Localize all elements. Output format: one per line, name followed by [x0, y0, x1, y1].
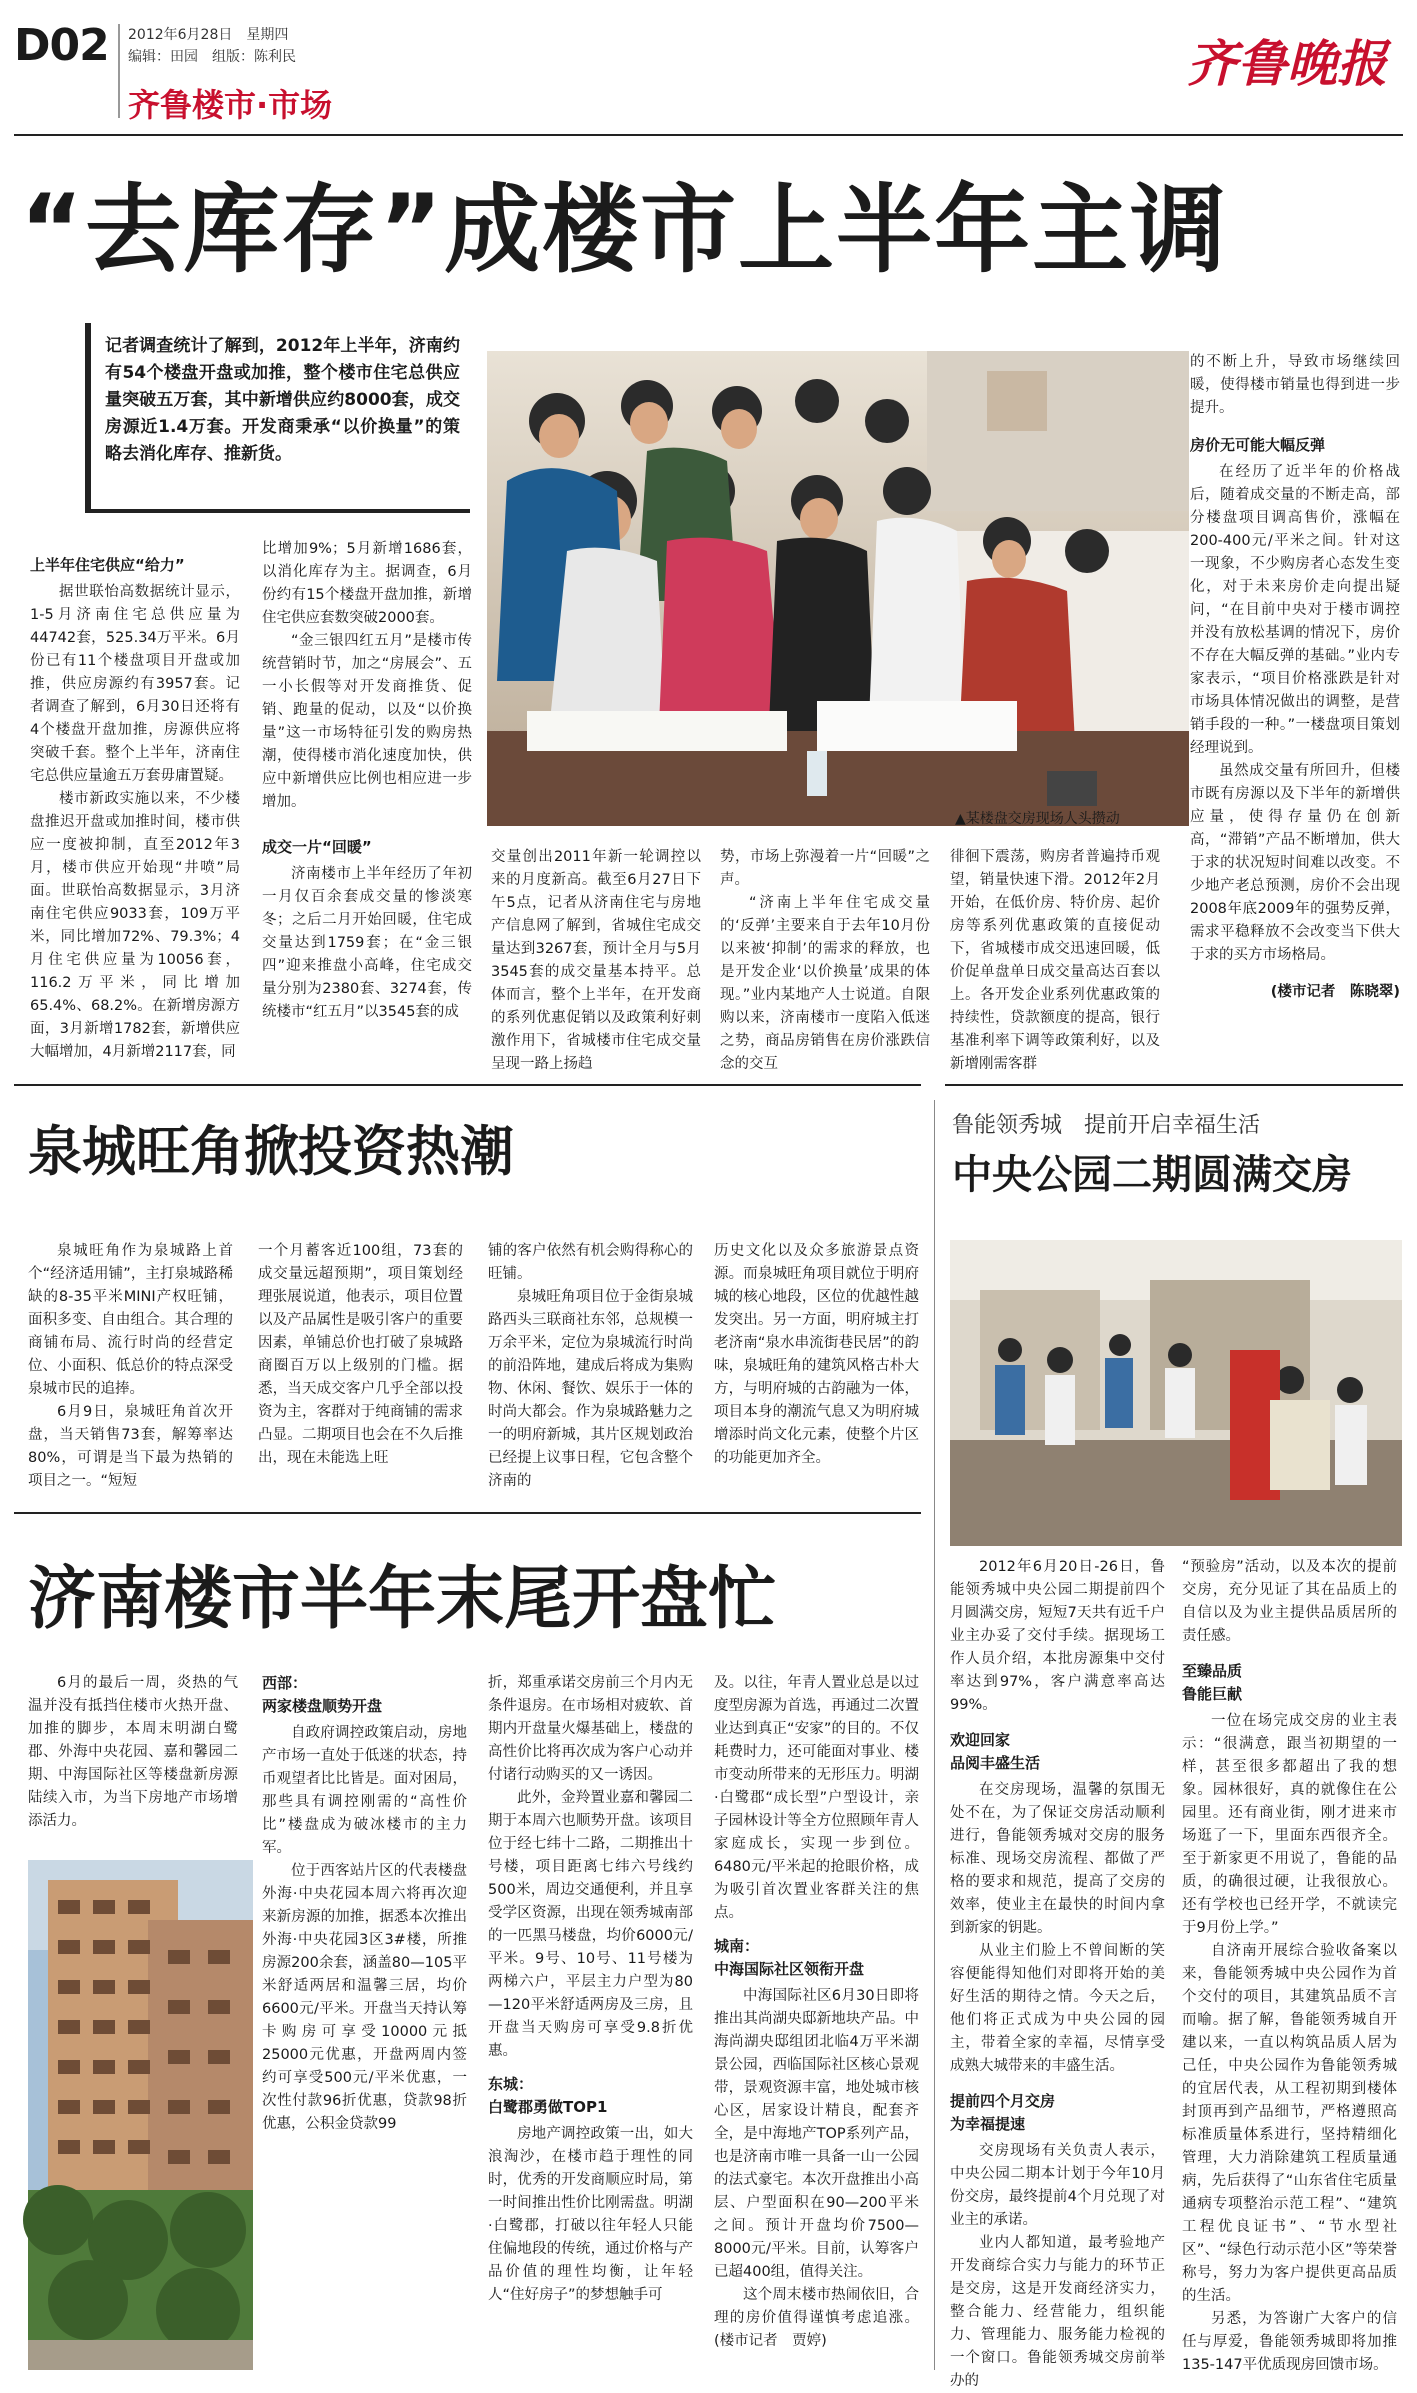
- a4-subhead-west-b: 两家楼盘顺势开盘: [262, 1697, 383, 1715]
- a1-column-3: [491, 846, 701, 1072]
- a1-col6-para2: 在经历了近半年的价格战后，随着成交量的不断走高，部分楼盘项目调高售价，涨幅在200-400元/平米之间。针对这一现象，不少购房者心态发生变化，对于未来房价走向提出疑问，“在目前中央对于楼市调控并没有放松基调的情况下，房价不存在大幅反弹的基础。”业内专家表示，“项目价格涨跌是针对市场具体情况做出的调整，是营销手段的一种。”一楼盘项目策划经理说到。: [1190, 464, 1400, 756]
- a1-column-5: [950, 846, 1160, 1072]
- section-name: [128, 80, 332, 126]
- a1-subhead-supply: 上半年住宅供应“给力”: [30, 556, 185, 574]
- a4-column-4: [714, 1672, 919, 2372]
- a3-col1-para1: 2012年6月20日-26日，鲁能领秀城中央公园二期提前四个月圆满交房，短短7天共有近千户业主办妥了交付手续。据现场工作人员介绍，本批房源集中交付率达到97%，客户满意率高达99%。: [950, 1559, 1165, 1713]
- a4-col4-para2: 中海国际社区6月30日即将推出其尚湖央邸新地块产品。中海尚湖央邸组团北临4万平米湖景公园，西临国际社区核心景观带，景观资源丰富，地处城市核心区，居家设计精良，配套齐全，是中海地产TOP系列产品，也是济南市唯一具备一山一公园的法式豪宅。本次开盘推出小高层、户型面积在90—200平米之间。预计开盘均价7500—8000元/平米。目前，认筹客户已超400组，值得关注。: [714, 1988, 919, 2280]
- a4-col4-para3: 这个周末楼市热闹依旧，合理的房价值得谨慎考虑追涨。(楼市记者 贾婷): [714, 2287, 919, 2349]
- a1-byline: (楼市记者 陈晓翠): [1270, 984, 1400, 1000]
- a4-subhead-east: 东城：: [488, 2075, 534, 2093]
- a2-col2-para1: 一个月蓄客近100组，73套的成交量远超预期”，项目策划经理张展说道，他表示，项目位置以及产品属性是吸引客户的重要因素，单铺总价也打破了泉城路商圈百万以上级别的门槛。据悉，当天成交客户几乎全部以投资为主，客群对于纯商铺的需求凸显。二期项目也会在不久后推出，现在未能选上旺: [258, 1243, 463, 1466]
- a4-subhead-west: 西部：: [262, 1674, 308, 1692]
- a3-col1-para2: 在交房现场，温馨的氛围无处不在，为了保证交房活动顺利进行，鲁能领秀城对交房的服务标准、现场交房流程、都做了严格的要求和规范，提高了交房的效率，使业主在最快的时间内拿到新家的钥匙。: [950, 1782, 1165, 1936]
- a1-col1-para1: 据世联怡高数据统计显示，1-5月济南住宅总供应量为44742套，525.34万平米。6月份已有11个楼盘项目开盘或加推，供应房源约有3957套。记者调查了解到，6月30日还将有4个楼盘开盘加推，房源供应将突破千套。整个上半年，济南住宅总供应量逾五万套毋庸置疑。: [30, 584, 240, 784]
- a1-col6-para1: 的不断上升，导致市场继续回暖，使得楼市销量也得到进一步提升。: [1190, 354, 1400, 416]
- a1-column-1: [30, 548, 240, 1060]
- a1-lead: [85, 323, 470, 513]
- editors: 编辑：田园 组版：陈利民: [128, 49, 296, 65]
- a3-col2-para1: “预验房”活动，以及本次的提前交房，充分见证了其在品质上的自信以及为业主提供品质居所的责任感。: [1182, 1559, 1397, 1644]
- a2-col4-para1: 历史文化以及众多旅游景点资源。而泉城旺角项目就位于明府城的核心地段，区位的优越性越发突出。另一方面，明府城主打老济南“泉水串流街巷民居”的韵味，泉城旺角的建筑风格古朴大方，与明府城的古韵融为一体，项目本身的潮流气息又为明府城增添时尚文化元素，使整个片区的功能更加齐全。: [714, 1243, 919, 1466]
- a3-kicker: 鲁能领秀城 提前开启幸福生活: [952, 1113, 1261, 1138]
- a3-column-1: [950, 1556, 1165, 2389]
- a1-col6-para3: 虽然成交量有所回升，但楼市既有房源以及下半年的新增供应量，使得存量仍在创新高，“滞销”产品不断增加，供大于求的状况短时间难以改变。不少地产老总预测，房价不会出现2008年底2009年的强势反弹，需求平稳释放不会改变当下供大于求的买方市场格局。: [1190, 763, 1400, 963]
- a1-column-6: [1190, 351, 1400, 1056]
- masthead-rule: [14, 134, 1403, 136]
- a4-subhead-south-b: 中海国际社区领衔开盘: [714, 1960, 865, 1978]
- a4-column-3: [488, 1672, 693, 2372]
- divider-a2: [14, 1512, 921, 1514]
- section-name-left: 齐鲁楼市: [128, 86, 257, 124]
- a4-col3-para3: 房地产调控政策一出，如大浪淘沙，在楼市趋于理性的同时，优秀的开发商顺应时局，第一时间推出性价比刚需盘。明湖·白鹭郡，打破以往年轻人只能住偏地段的传统，通过价格与产品价值的理性均衡，让年轻人“住好房子”的梦想触手可: [488, 2126, 693, 2303]
- a3-subhead-welcome: 欢迎回家: [950, 1731, 1011, 1749]
- a1-col2-para1: 比增加9%；5月新增1686套，以消化库存为主。据调查，6月份约有15个楼盘开盘加推，新增住宅供应套数突破2000套。: [262, 541, 472, 626]
- a1-subhead-sales: 成交一片“回暖”: [262, 838, 372, 856]
- a1-col1-para2: 楼市新政实施以来，不少楼盘推迟开盘或加推时间，楼市供应一度被抑制，直至2012年3月，楼市供应开始现“井喷”局面。世联怡高数据显示，3月济南住宅供应9033套，109万平米，同比增加72%、79.3%；4月住宅供应量为10056套，116.2万平米，同比增加65.4%、68.2%。在新增房源方面，3月新增1782套，新增供应大幅增加，4月新增2117套，同: [30, 791, 240, 1060]
- issue-date: 2012年6月28日 星期四: [128, 27, 289, 43]
- a4-col3-para2: 此外，金羚置业嘉和馨园二期于本周六也顺势开盘。该项目位于经七纬十二路，二期推出十号楼，项目距离七纬六号线约500米，周边交通便利，并且享受学区资源，出现在领秀城南部的一匹黑马楼盘，均价6000元/平米。9号、10号、11号楼为两梯六户，平层主力户型为80—120平米舒适两房及三房，且开盘当天购房可享受9.8折优惠。: [488, 1790, 693, 2059]
- a1-photo-caption: ▲某楼盘交房现场人头攒动: [955, 811, 1120, 827]
- page-number: D02: [14, 20, 109, 71]
- a4-col2-para2: 位于西客站片区的代表楼盘外海·中央花园本周六将再次迎来新房源的加推，据悉本次推出外海·中央花园3区3#楼，所推房源200余套，涵盖80—105平米舒适两居和温馨三居，均价6600元/平米。开盘当天持认筹卡购房可享受10000元抵25000元优惠，开盘两周内签约可享受500元/平米优惠，一次性付款96折优惠，贷款98折优惠，公积金贷款99: [262, 1863, 467, 2132]
- a3-column-2: [1182, 1556, 1397, 2376]
- a3-col2-para3: 自济南开展综合验收备案以来，鲁能领秀城中央公园作为首个交付的项目，其建筑品质不言而喻。据了解，鲁能领秀城自开建以来，一直以构筑品质人居为己任，中央公园作为鲁能领秀城的宜居代表，从工程初期到楼体封顶再到产品细节，严格遵照高标准质量体系进行，坚持精细化管理，大力消除建筑工程质量通病，先后获得了“山东省住宅质量通病专项整治示范工程”、“建筑工程优良证书”、“节水型社区”、“绿色行动示范小区”等荣誉称号，努力为客户提供更高品质的生活。: [1182, 1943, 1397, 2304]
- a4-col2-para1: 自政府调控政策启动，房地产市场一直处于低迷的状态，持币观望者比比皆是。面对困局，那些具有调控刚需的“高性价比”楼盘成为破冰楼市的主力军。: [262, 1725, 467, 1856]
- a2-column-1: [28, 1240, 233, 1495]
- a1-col2-para2: “金三银四红五月”是楼市传统营销时节，加之“房展会”、五一小长假等对开发商推货、促销、跑量的促动，以及“以价换量”这一市场特征引发的购房热潮，使得楼市消化速度加快，供应中新增供应比例也相应进一步增加。: [262, 633, 472, 810]
- a1-col2-para3: 济南楼市上半年经历了年初一月仅百余套成交量的惨淡寒冬；之后二月开始回暖，住宅成交量达到1759套；在“金三银四”迎来推盘小高峰，住宅成交量分别为2380套、3274套，传统楼市“红五月”以3545套的成: [262, 866, 472, 1020]
- a4-subhead-east-b: 白鹭郡勇做TOP1: [488, 2098, 608, 2116]
- a2-col1-para1: 泉城旺角作为泉城路上首个“经济适用铺”，主打泉城路稀缺的8-35平米MINI产权旺铺，面积多变、自由组合。其合理的商铺布局、流行时尚的经营定位、小面积、低总价的特点深受泉城市民的追捧。: [28, 1243, 233, 1397]
- a2-column-2: [258, 1240, 463, 1495]
- a4-headline: 济南楼市半年末尾开盘忙: [28, 1560, 777, 1639]
- a1-headline: “去库存”成楼市上半年主调: [20, 174, 1229, 286]
- a3-col2-para4: 另悉，为答谢广大客户的信任与厚爱，鲁能领秀城即将加推135-147平优质现房回馈市场。: [1182, 2311, 1397, 2373]
- a3-subhead-early: 提前四个月交房: [950, 2092, 1056, 2110]
- section-name-dot: ·: [256, 86, 269, 124]
- a1-lead-text: 记者调查统计了解到，2012年上半年，济南约有54个楼盘开盘或加推，整个楼市住宅总供应量突破五万套，其中新增供应约8000套，成交房源近1.4万套。开发商秉承“以价换量”的策略去消化库存、推新货。: [105, 336, 460, 464]
- a1-column-2: [262, 538, 472, 1056]
- a1-subhead-price: 房价无可能大幅反弹: [1190, 436, 1326, 454]
- a3-subhead-quality: 至臻品质: [1182, 1662, 1243, 1680]
- a4-col3-para1: 折，郑重承诺交房前三个月内无条件退房。在市场相对疲软、首期内开盘量火爆基础上，楼盘的高性价比将再次成为客户心动并付诸行动购买的又一诱因。: [488, 1675, 693, 1783]
- a4-subhead-south: 城南：: [714, 1937, 760, 1955]
- a3-subhead-welcome-b: 品阅丰盛生活: [950, 1754, 1041, 1772]
- a1-col3-para1: 交量创出2011年新一轮调控以来的月度新高。截至6月27日下午5点，记者从济南住宅与房地产信息网了解到，省城住宅成交量达到3267套，预计全月与5月3545套的成交量基本持平。总体而言，整个上半年，在开发商的系列优惠促销以及政策利好刺激作用下，省城楼市住宅成交量呈现一路上扬趋: [491, 849, 701, 1072]
- newspaper-logo: 齐鲁晚报: [1187, 34, 1387, 93]
- a4-lead-text: 6月的最后一周，炎热的气温并没有抵挡住楼市火热开盘、加推的脚步，本周末明湖白鹭郡、外海中央花园、嘉和馨园二期、中海国际社区等楼盘新房源陆续入市，为当下房地产市场增添活力。: [28, 1675, 238, 1829]
- a2-col1-para2: 6月9日，泉城旺角首次开盘，当天销售73套，解筹率达80%，可谓是当下最为热销的项目之一。“短短: [28, 1404, 233, 1489]
- a4-photo: [28, 1860, 253, 2370]
- masthead-separator: [118, 24, 120, 118]
- a2-column-4: [714, 1240, 919, 1495]
- a1-col5-para1: 徘徊下震荡，购房者普遍持币观望，销量快速下滑。2012年2月开始，在低价房、特价房、起价房等系列优惠政策的直接促动下，省城楼市成交迅速回暖，低价促单盘单日成交量高达百套以上。各开发企业系列优惠政策的持续性，贷款额度的提高，银行基准利率下调等政策利好，以及新增刚需客群: [950, 849, 1160, 1072]
- a4-column-2: [262, 1672, 467, 2372]
- a3-col2-para2: 一位在场完成交房的业主表示：“很满意，跟当初期望的一样，甚至很多都超出了我的想象。园林很好，真的就像住在公园里。还有商业街，刚才进来市场逛了一下，里面东西很齐全。至于新家更不用说了，鲁能的品质，的确很过硬，让我很放心。还有学校也已经开学，不就读完于9月份上学。”: [1182, 1713, 1397, 1936]
- a1-col4-para2: “济南上半年住宅成交量的‘反弹’主要来自于去年10月份以来被‘抑制’的需求的释放，也是开发企业‘以价换量’成果的体现。”业内某地产人士说道。自限购以来，济南楼市一度陷入低迷之势，商品房销售在房价涨跌信念的交互: [720, 895, 930, 1072]
- a1-column-4: [720, 846, 930, 1072]
- a4-col4-para1: 及。以往，年青人置业总是以过度型房源为首选，再通过二次置业达到真正“安家”的目的。不仅耗费时力，还可能面对事业、楼市变动所带来的无形压力。明湖·白鹭郡“成长型”户型设计，亲子园林设计等全方位照顾年青人家庭成长，实现一步到位。6480元/平米起的抢眼价格，成为吸引首次置业客群关注的焦点。: [714, 1675, 919, 1921]
- a2-headline: 泉城旺角掀投资热潮: [28, 1120, 514, 1183]
- a3-subhead-early-b: 为幸福提速: [950, 2115, 1026, 2133]
- a1-col4-para1: 势，市场上弥漫着一片“回暖”之声。: [720, 849, 930, 888]
- a3-subhead-quality-b: 鲁能巨献: [1182, 1685, 1243, 1703]
- divider-a1-right: [945, 1084, 1403, 1086]
- a4-lead: [28, 1672, 238, 1852]
- divider-a1: [14, 1084, 921, 1086]
- a2-column-3: [488, 1240, 693, 1495]
- a3-col1-para4: 交房现场有关负责人表示，中央公园二期本计划于今年10月份交房，最终提前4个月兑现了对业主的承诺。: [950, 2143, 1165, 2228]
- a3-headline: 中央公园二期圆满交房: [952, 1152, 1352, 1198]
- a2-col3-para1: 铺的客户依然有机会购得称心的旺铺。: [488, 1243, 693, 1282]
- a2-col3-para2: 泉城旺角项目位于金街泉城路西头三联商社东邻，总规模一万余平米，定位为泉城流行时尚的前沿阵地，建成后将成为集购物、休闲、餐饮、娱乐于一体的时尚大都会。作为泉城路魅力之一的明府新城，其片区规划政治已经提上议事日程，它包含整个济南的: [488, 1289, 693, 1489]
- vertical-divider: [934, 1100, 935, 2370]
- section-name-right: 市场: [268, 86, 333, 124]
- a3-col1-para5: 业内人都知道，最考验地产开发商综合实力与能力的环节正是交房，这是开发商经济实力，整合能力、经营能力，组织能力、管理能力、服务能力检视的一个窗口。鲁能领秀城交房前举办的: [950, 2235, 1165, 2389]
- a3-photo: [950, 1240, 1402, 1546]
- a1-photo: [487, 351, 1189, 826]
- a3-col1-para3: 从业主们脸上不曾间断的笑容便能得知他们对即将开始的美好生活的期待之情。今天之后，他们将正式成为中央公园的园主，带着全家的幸福，尽情享受成熟大城带来的丰盛生活。: [950, 1943, 1165, 2074]
